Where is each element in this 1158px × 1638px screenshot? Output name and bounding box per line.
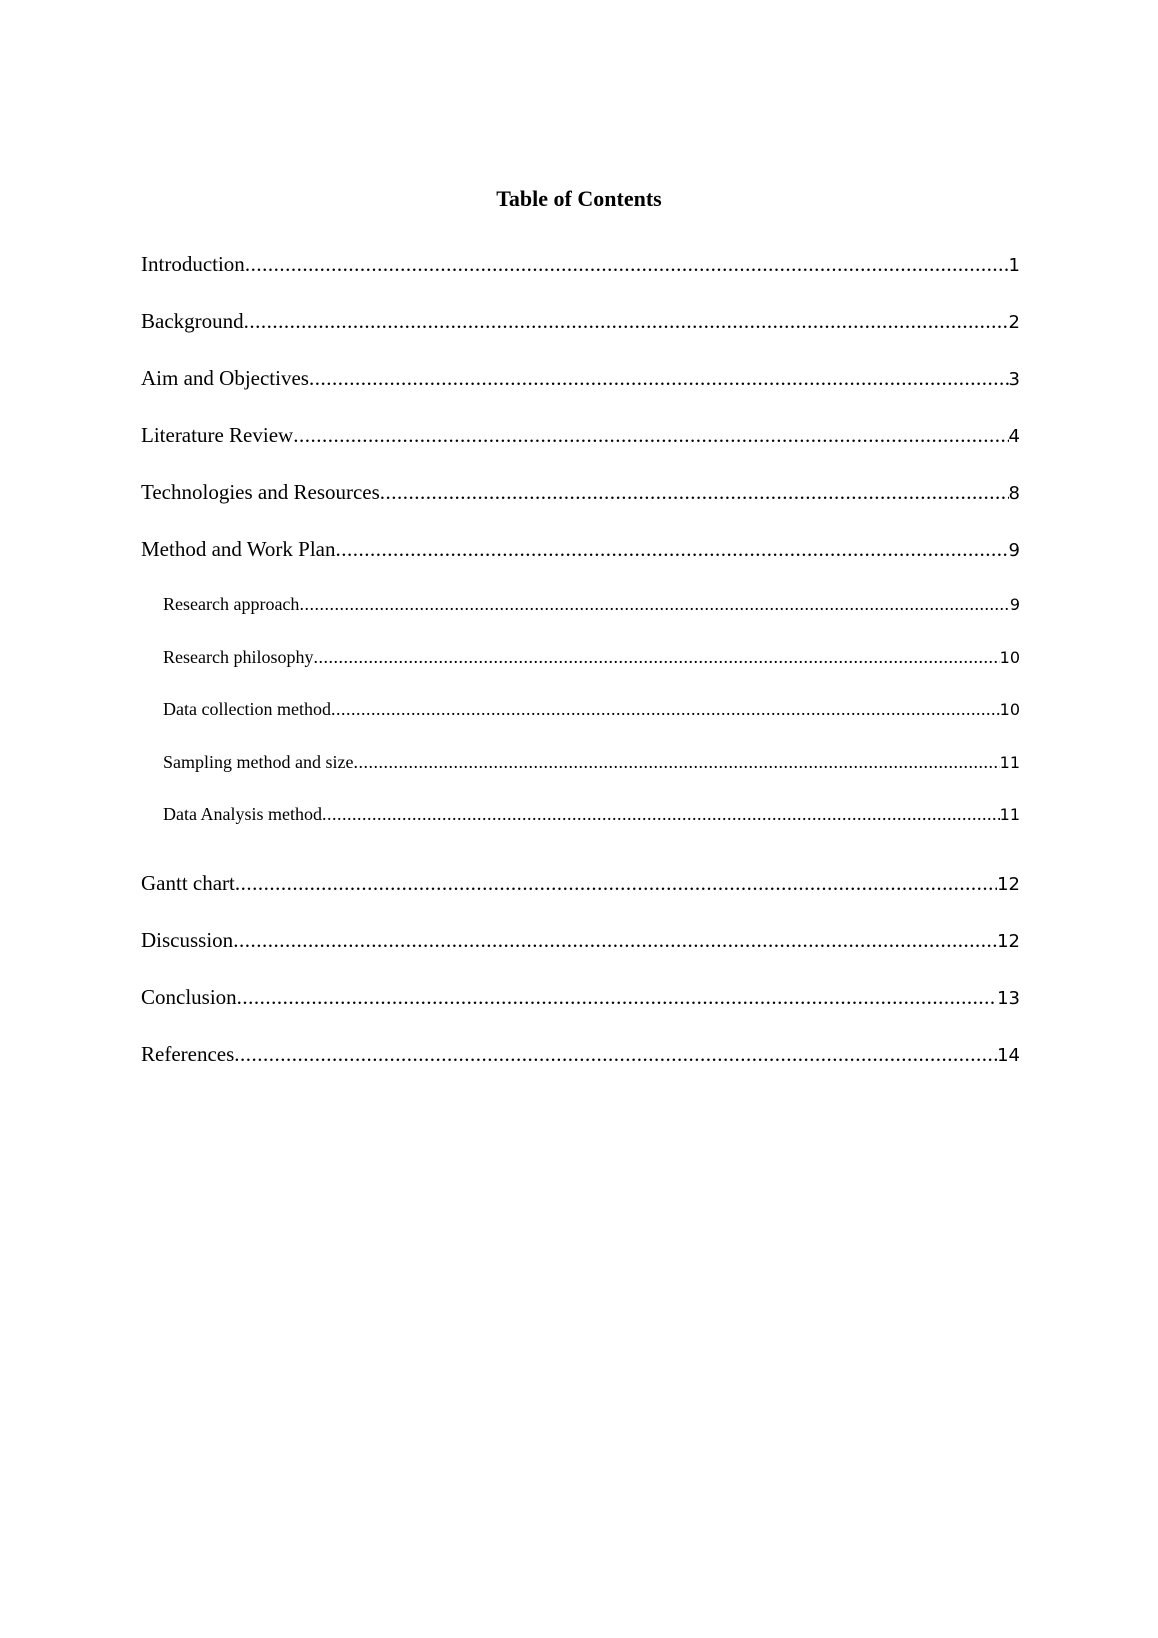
toc-subentry-sampling-method-and-size[interactable]	[141, 752, 1020, 805]
toc-dot-leader	[244, 309, 1009, 334]
toc-page-number: 13	[997, 987, 1020, 1009]
toc-dot-leader	[309, 366, 1009, 391]
toc-entry-label: Data collection method	[163, 699, 331, 719]
toc-entry-discussion[interactable]	[141, 928, 1020, 985]
toc-entry-label: Aim and Objectives	[141, 366, 309, 390]
toc-entry-aim-and-objectives[interactable]	[141, 366, 1020, 423]
toc-subentry-research-approach[interactable]	[141, 594, 1020, 647]
toc-page-number: 14	[997, 1044, 1020, 1066]
toc-page-number: 3	[1008, 369, 1020, 390]
toc-dot-leader	[237, 985, 997, 1010]
toc-entry-label: Conclusion	[141, 984, 237, 1009]
table-of-contents	[141, 252, 1020, 1099]
toc-dot-leader	[353, 752, 999, 773]
toc-entry-literature-review[interactable]	[141, 423, 1020, 480]
toc-entry-label: Background	[141, 309, 244, 333]
toc-title: Table of Contents	[496, 186, 662, 211]
toc-entry-label: Discussion	[141, 927, 234, 952]
toc-page-number: 4	[1008, 426, 1020, 447]
toc-dot-leader	[245, 252, 1009, 277]
toc-page-number: 12	[997, 873, 1020, 895]
toc-dot-leader	[293, 423, 1008, 448]
toc-page-number: 9	[1009, 595, 1020, 614]
toc-entry-label: Research approach	[163, 594, 300, 614]
toc-dot-leader	[336, 537, 1009, 562]
toc-entry-conclusion[interactable]	[141, 985, 1020, 1042]
toc-page-number: 8	[1008, 483, 1020, 504]
toc-page-number: 1	[1008, 255, 1020, 276]
toc-subentry-research-philosophy[interactable]	[141, 647, 1020, 700]
toc-dot-leader	[299, 594, 1009, 615]
toc-page-number: 12	[997, 930, 1020, 952]
toc-page-number: 10	[999, 700, 1020, 719]
toc-page-number: 10	[999, 647, 1020, 667]
toc-dot-leader	[233, 928, 997, 953]
toc-page-number: 11	[999, 752, 1020, 772]
toc-entry-label: Introduction	[141, 252, 245, 276]
toc-entry-introduction[interactable]	[141, 252, 1020, 309]
toc-dot-leader	[313, 647, 999, 668]
toc-entry-label: Sampling method and size	[163, 751, 354, 772]
toc-subentry-data-analysis-method[interactable]	[141, 804, 1020, 857]
toc-entry-label: Technologies and Resources	[141, 480, 380, 504]
toc-page-number: 2	[1008, 312, 1020, 333]
toc-entry-label: Literature Review	[141, 423, 294, 447]
toc-entry-label: References	[141, 1041, 235, 1066]
toc-entry-label: Research philosophy	[163, 646, 314, 667]
toc-subentry-data-collection-method[interactable]	[141, 699, 1020, 752]
toc-entry-gantt-chart[interactable]	[141, 871, 1020, 928]
toc-page-number: 9	[1008, 540, 1020, 561]
toc-entry-label: Method and Work Plan	[141, 537, 336, 561]
toc-entry-method-and-work-plan[interactable]	[141, 537, 1020, 594]
toc-dot-leader	[234, 1042, 997, 1067]
toc-entry-label: Gantt chart	[141, 870, 235, 895]
toc-entry-technologies-and-resources[interactable]	[141, 480, 1020, 537]
toc-entry-background[interactable]	[141, 309, 1020, 366]
toc-entry-label: Data Analysis method	[163, 804, 322, 824]
toc-dot-leader	[380, 480, 1009, 505]
toc-entry-references[interactable]	[141, 1042, 1020, 1099]
toc-dot-leader	[331, 699, 1000, 720]
toc-dot-leader	[322, 804, 1000, 825]
toc-page-number: 11	[999, 805, 1020, 824]
toc-dot-leader	[235, 871, 997, 896]
